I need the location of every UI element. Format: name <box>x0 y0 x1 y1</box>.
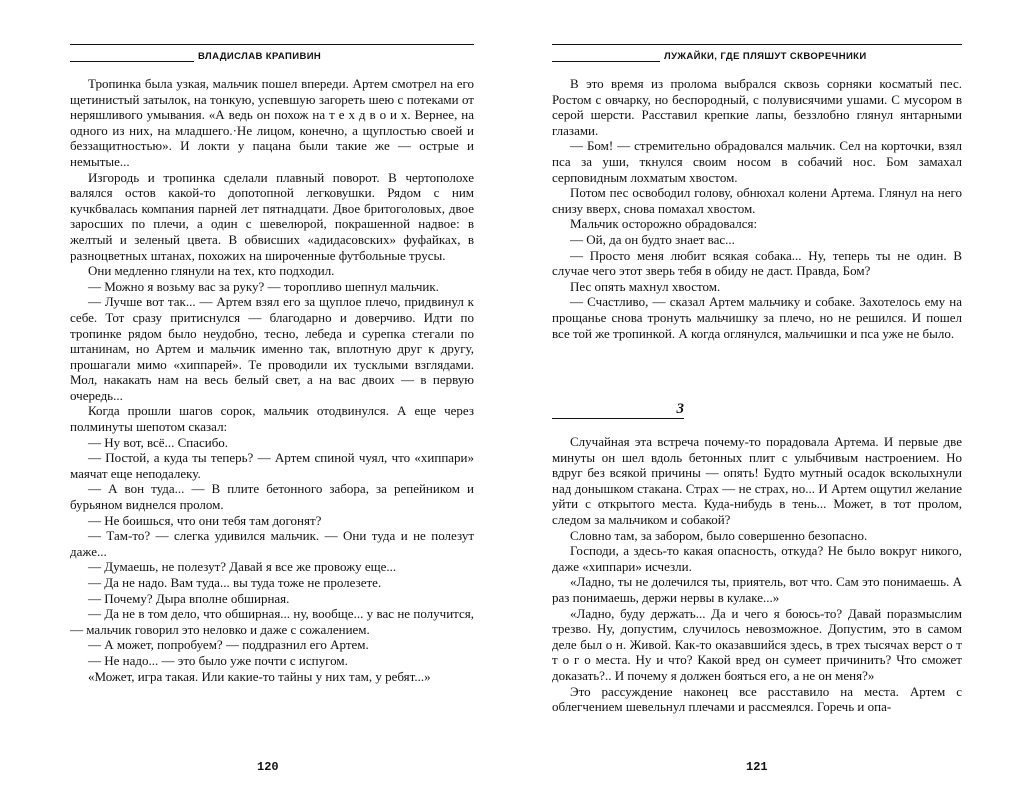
story-title: ЛУЖАЙКИ, ГДЕ ПЛЯШУТ СКВОРЕЧНИКИ <box>664 51 867 62</box>
paragraph: — А вон туда... — В плите бетонного забора, за репейником и бурьяном виднелся пролом. <box>70 481 474 513</box>
paragraph: — Можно я возьму вас за руку? — торопливо шепнул мальчик. <box>88 278 439 294</box>
running-head-rule <box>70 61 194 62</box>
right-text-column-top <box>552 76 962 341</box>
running-head-left <box>70 44 474 67</box>
paragraph: — Ой, да он будто знает вас... <box>570 231 735 247</box>
left-text-column <box>70 76 474 684</box>
page-number-left: 120 <box>257 760 279 774</box>
paragraph: Они медленно глянули на тех, кто подходил. <box>88 263 335 279</box>
paragraph: Пес опять махнул хвостом. <box>570 278 721 294</box>
paragraph: — Ну вот, всё... Спасибо. <box>88 434 229 450</box>
paragraph: Когда прошли шагов сорок, мальчик отодвинулся. А еще через полминуты шепотом сказал: <box>70 403 474 435</box>
paragraph: Потом пес освободил голову, обнюхал колени Артема. Глянул на него снизу вверх, снова помахал хвостом. <box>552 185 962 216</box>
page-number-right: 121 <box>746 760 768 774</box>
paragraph: — А может, попробуем? — поддразнил его Артем. <box>88 637 369 653</box>
paragraph: Случайная эта встреча почему-то порадовала Артема. И первые две минуты он шел вдоль бетонных плит с улыбчивым настроением. Но вдруг без всякой причины — опять! Будто мутный осадок всколыхнули над донышком стакана. Страх — не страх, но... И Артем ощутил желание уйти с открытого места. Куда-нибудь в тень... Может, в тот пролом, следом за мальчиком и собакой? <box>552 434 962 527</box>
paragraph: Изгородь и тропинка сделали плавный поворот. В чертополохе валялся остов какой-то допотопной легковушки. Рядом с ним кучкбвалась компания парней лет пятнадцати. Двое бритоголовых, двое заросших по плечи, а один с шевелюрой, покрашенной надвое: в желтый и зеленый цвета. В обвисших «адидасовских» фуфайках, в разноцветных штанах, похожих на широченные футбольные трусы. <box>70 169 474 263</box>
paragraph: — Лучше вот так... — Артем взял его за щуплое плечо, придвинул к себе. Тот сразу притиснулся — благодарно и доверчиво. Идти по тропинке рядом было неудобно, тесно, лебеда и сурепка стегали по штанинам, но Артем и мальчик именно так, вплотную друг к другу, прошагали мимо «хиппарей». Те проводили их тусклыми взглядами. Мол, накакать нам на весь белый свет, а на вас двоих — в первую очередь... <box>70 294 474 403</box>
running-head-rule <box>552 61 660 62</box>
paragraph: — Просто меня любит всякая собака... Ну, теперь ты не один. В случае чего этот зверь тебя в обиду не даст. Правда, Бом? <box>552 247 962 279</box>
paragraph: Словно там, за забором, было совершенно безопасно. <box>570 527 868 543</box>
paragraph: — Не надо... — это было уже почти с испугом. <box>88 652 348 668</box>
paragraph: Тропинка была узкая, мальчик пошел впереди. Артем смотрел на его щетинистый затылок, на тонкую, успевшую загореть шею с потеками от неряшливого умывания. «А ведь он похож на т е х д в о и х. Вернее, на одного из них, на младшего.·Не лицом, конечно, а щуплостью своей и беззащитностью». И локти у пацана были такие же — острые и немытые... <box>70 76 474 169</box>
running-head-right <box>552 44 962 67</box>
paragraph: Это рассуждение наконец все расставило на места. Артем с облегчением шевельнул плечами и рассмеялся. Горечь и опа- <box>552 683 962 715</box>
author-name: ВЛАДИСЛАВ КРАПИВИН <box>198 51 322 62</box>
left-page <box>0 0 500 800</box>
paragraph: — Не боишься, что они тебя там догонят? <box>88 512 322 528</box>
right-page <box>505 0 1010 800</box>
paragraph: — Да не в том дело, что обширная... ну, вообще... у вас не получится, — мальчик говорил это неловко и даже с сожалением. <box>70 606 474 637</box>
right-text-column-bottom <box>552 434 962 715</box>
paragraph: «Ладно, буду держать... Да и чего я боюсь-то? Давай поразмыслим трезво. Ну, допустим, случилось невозможное. Допустим, это в самом деле был о н. Живой. Как-то оказавшийся здесь, в трех тысячах верст о т т о г о места. Ну и что? Какой вред он сумеет причинить? Что сможет доказать?.. И почему я должен бояться его, а не он меня?» <box>552 605 962 683</box>
paragraph: Господи, а здесь-то какая опасность, откуда? Не было вокруг никого, даже «хиппари» исчезли. <box>552 543 962 574</box>
paragraph: В это время из пролома выбрался сквозь сорняки косматый пес. Ростом с овчарку, но беспородный, с полувисячими ушами. С мусором в серой шерсти. Расставил крепкие лапы, беззлобно глянул янтарными глазами. <box>552 76 962 138</box>
paragraph: — Бом! — стремительно обрадовался мальчик. Сел на корточки, взял пса за уши, ткнулся своим носом в собачий нос. Бом замахал серповидным лохматым хвостом. <box>552 138 962 185</box>
paragraph: «Может, игра такая. Или какие-то тайны у них там, у ребят...» <box>88 668 431 684</box>
paragraph: — Да не надо. Вам туда... вы туда тоже не пролезете. <box>88 575 382 590</box>
paragraph: — Почему? Дыра вполне обширная. <box>88 590 290 606</box>
paragraph: — Постой, а куда ты теперь? — Артем спиной чуял, что «хиппари» маячат еще неподалеку. <box>70 450 474 481</box>
paragraph: — Счастливо, — сказал Артем мальчику и собаке. Захотелось ему на прощанье снова тронуть мальчишку за плечо, но не решился. И пошел все той же тропинкой. А когда оглянулся, мальчишки и пса уже не было. <box>552 294 962 341</box>
section-number: 3 <box>676 401 684 417</box>
paragraph: — Думаешь, не полезут? Давай я все же провожу еще... <box>88 559 397 575</box>
paragraph: — Там-то? — слегка удивился мальчик. — Они туда и не полезут даже... <box>70 528 474 559</box>
section-heading <box>552 400 684 419</box>
paragraph: «Ладно, ты не долечился ты, приятель, вот что. Сам это понимаешь. А раз понимаешь, держи нервы в кулаке...» <box>552 574 962 605</box>
paragraph: Мальчик осторожно обрадовался: <box>570 216 758 232</box>
